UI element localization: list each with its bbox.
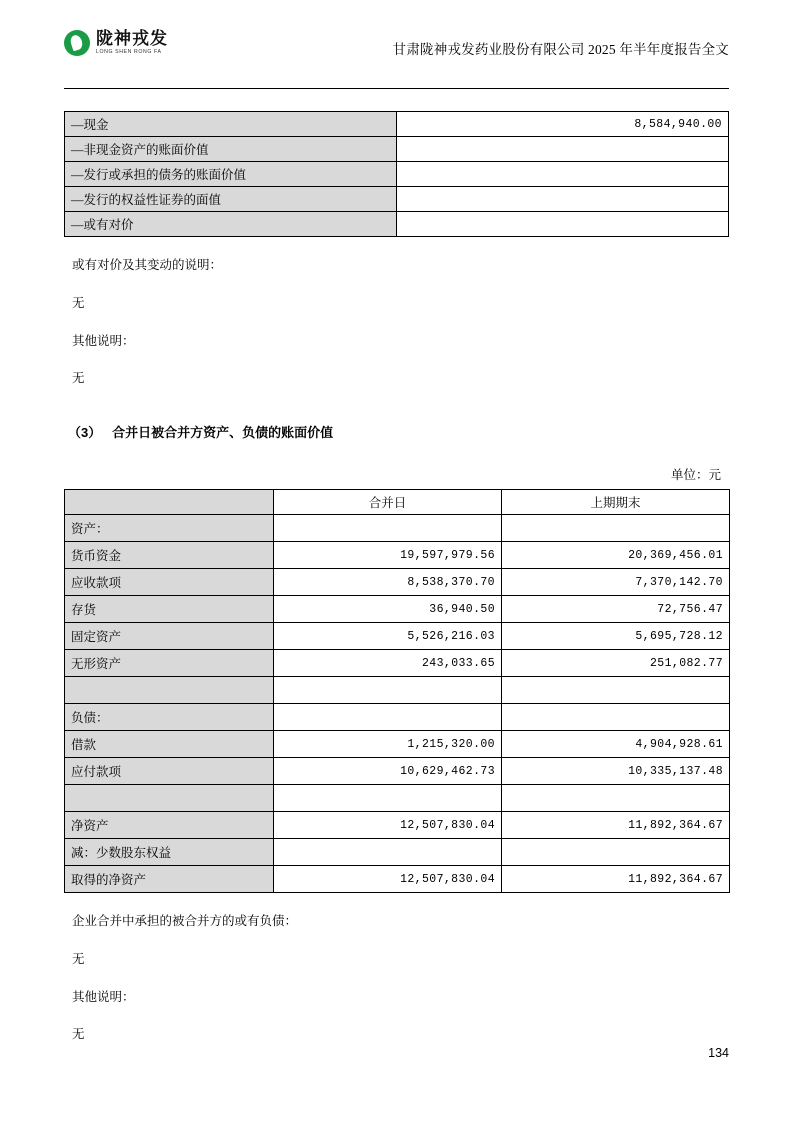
table-row [65,731,730,758]
page-header [64,0,729,82]
row-prior-period-value: 20,369,456.01 [502,542,730,569]
section-number: （3） [68,425,102,440]
table-row [65,212,729,237]
row-label: —发行或承担的债务的账面价值 [65,162,397,187]
table-row [65,623,730,650]
row-prior-period-value: 7,370,142.70 [502,569,730,596]
row-label: —或有对价 [65,212,397,237]
row-label [65,677,274,704]
column-header-prior-period: 上期期末 [502,490,730,515]
logo-chinese-name: 陇神戎发 [96,29,168,49]
row-label: 取得的净资产 [65,866,274,893]
row-prior-period-value [502,839,730,866]
table-row [65,839,730,866]
row-label: 净资产 [65,812,274,839]
other-notes-value: 无 [72,371,85,386]
row-merge-date-value: 10,629,462.73 [274,758,502,785]
table-row [65,112,729,137]
row-merge-date-value: 8,538,370.70 [274,569,502,596]
row-prior-period-value: 10,335,137.48 [502,758,730,785]
contingent-liability-label: 企业合并中承担的被合并方的或有负债： [72,914,298,928]
logo-pinyin-name: LONG SHEN RONG FA [96,49,162,56]
row-prior-period-value [502,677,730,704]
row-label: 货币资金 [65,542,274,569]
header-divider [64,88,729,89]
row-prior-period-value: 72,756.47 [502,596,730,623]
table-row [65,812,730,839]
section-heading [68,422,729,441]
leaf-logo-icon [64,30,90,56]
row-merge-date-value: 1,215,320.00 [274,731,502,758]
table-row [65,866,730,893]
row-prior-period-value: 11,892,364.67 [502,812,730,839]
book-value-table [64,489,730,893]
row-label [65,785,274,812]
row-prior-period-value [502,785,730,812]
table-row [65,542,730,569]
table-row [65,758,730,785]
row-merge-date-value: 243,033.65 [274,650,502,677]
row-label: 负债： [65,704,274,731]
table-row [65,137,729,162]
row-value [397,187,729,212]
page-number: 134 [708,1046,729,1060]
row-merge-date-value: 36,940.50 [274,596,502,623]
book-value-table-head [65,490,730,515]
row-label: 应收款项 [65,569,274,596]
row-prior-period-value [502,704,730,731]
table-row [65,569,730,596]
row-label: 无形资产 [65,650,274,677]
row-label: 资产： [65,515,274,542]
row-value [397,212,729,237]
row-label: —非现金资产的账面价值 [65,137,397,162]
section-title-text: 合并日被合并方资产、负债的账面价值 [112,425,334,440]
table-row [65,596,730,623]
logo-text [96,30,168,55]
contingent-liability-value: 无 [72,951,85,966]
row-label: 存货 [65,596,274,623]
company-logo [64,30,168,56]
row-prior-period-value: 5,695,728.12 [502,623,730,650]
row-value: 8,584,940.00 [397,112,729,137]
row-label: 借款 [65,731,274,758]
consideration-table-body [65,112,729,237]
contingent-consideration-value: 无 [72,295,85,310]
table-spacer-row [65,677,730,704]
row-merge-date-value [274,839,502,866]
row-label: 减：少数股东权益 [65,839,274,866]
column-header-merge-date: 合并日 [274,490,502,515]
report-title: 甘肃陇神戎发药业股份有限公司 2025 年半年度报告全文 [392,42,729,57]
row-value [397,137,729,162]
table-row [65,515,730,542]
column-header-blank [65,490,274,515]
contingent-consideration-label: 或有对价及其变动的说明： [72,258,223,272]
table-row [65,704,730,731]
other-notes-2-value: 无 [72,1027,85,1042]
other-notes-2-label: 其他说明： [72,989,135,1004]
row-merge-date-value [274,515,502,542]
row-label: —现金 [65,112,397,137]
row-merge-date-value: 5,526,216.03 [274,623,502,650]
row-value [397,162,729,187]
table-row [65,187,729,212]
consideration-table [64,111,729,237]
row-merge-date-value [274,677,502,704]
row-prior-period-value: 251,082.77 [502,650,730,677]
row-prior-period-value [502,515,730,542]
unit-label: 单位：元 [670,468,721,482]
row-label: 固定资产 [65,623,274,650]
row-merge-date-value [274,785,502,812]
row-merge-date-value: 12,507,830.04 [274,866,502,893]
row-merge-date-value: 19,597,979.56 [274,542,502,569]
book-value-table-body [65,515,730,893]
row-merge-date-value: 12,507,830.04 [274,812,502,839]
other-notes-label: 其他说明： [72,333,135,348]
table-spacer-row [65,785,730,812]
table-row [65,650,730,677]
row-merge-date-value [274,704,502,731]
row-label: 应付款项 [65,758,274,785]
table-row [65,162,729,187]
row-prior-period-value: 11,892,364.67 [502,866,730,893]
table-header-row [65,490,730,515]
row-prior-period-value: 4,904,928.61 [502,731,730,758]
row-label: —发行的权益性证券的面值 [65,187,397,212]
